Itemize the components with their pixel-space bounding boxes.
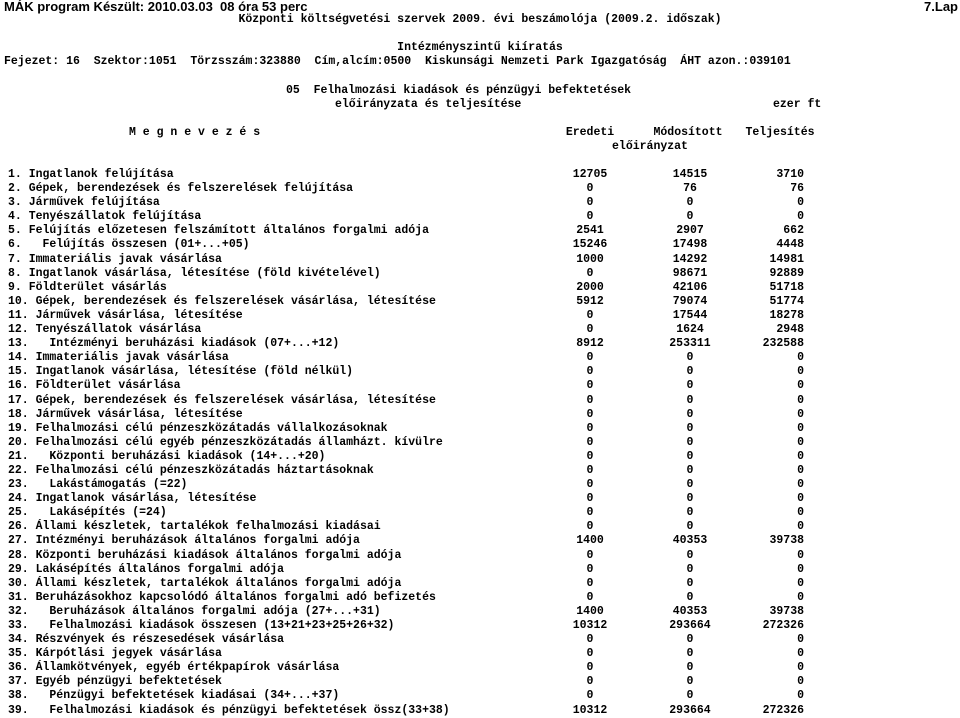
actual-value: 0 [797, 393, 804, 407]
section-subtitle: előirányzata és teljesítése [335, 98, 522, 111]
table-row [0, 506, 960, 520]
actual-value: 0 [797, 633, 804, 647]
modified-value: 0 [686, 393, 694, 407]
actual-value: 0 [797, 196, 804, 210]
table-row [0, 605, 960, 619]
actual-value: 0 [797, 407, 804, 421]
column-header-actual: Teljesítés [745, 126, 815, 139]
organization-line: Fejezet: 16 Szektor:1051 Törzsszám:323880 Cím,alcím:0500 Kiskunsági Nemzeti Park Igazgatóság ÁHT azon.:039101 [4, 55, 791, 68]
table-row [0, 647, 960, 661]
modified-value: 0 [686, 647, 694, 661]
table-row [0, 267, 960, 281]
original-value: 0 [586, 351, 594, 365]
original-value: 1400 [576, 604, 604, 618]
actual-value: 76 [790, 182, 804, 196]
original-value: 10312 [572, 703, 608, 717]
actual-value: 662 [783, 224, 804, 238]
column-header-original: Eredeti [565, 126, 615, 139]
row-label: 21. Központi beruházási kiadások (14+...+20) [8, 449, 326, 463]
actual-value: 14981 [769, 252, 804, 266]
actual-value: 0 [797, 478, 804, 492]
original-value: 0 [586, 576, 594, 590]
row-label: 2. Gépek, berendezések és felszerelések felújítása [8, 182, 354, 196]
table-row [0, 689, 960, 703]
modified-value: 253311 [669, 337, 711, 351]
table-row [0, 168, 960, 182]
row-label: 36. Államkötvények, egyéb értékpapírok vásárlása [8, 661, 340, 675]
table-row [0, 238, 960, 252]
row-label: 16. Földterület vásárlása [8, 379, 181, 393]
modified-value: 293664 [669, 703, 711, 717]
row-label: 22. Felhalmozási célú pénzeszközátadás háztartásoknak [8, 463, 374, 477]
column-header-modified: Módosított [653, 126, 723, 139]
actual-value: 0 [797, 675, 804, 689]
section-title: 05 Felhalmozási kiadások és pénzügyi befektetések [286, 84, 632, 97]
modified-value: 79074 [672, 294, 708, 308]
original-value: 0 [586, 520, 594, 534]
page-number: 7.Lap [924, 0, 958, 14]
actual-value: 0 [797, 449, 804, 463]
original-value: 0 [586, 661, 594, 675]
table-row [0, 563, 960, 577]
table-row [0, 182, 960, 196]
original-value: 0 [586, 506, 594, 520]
modified-value: 293664 [669, 619, 711, 632]
row-label: 20. Felhalmozási célú egyéb pénzeszközátadás államházt. kívülre [8, 435, 443, 449]
table-row [0, 478, 960, 492]
table-row [0, 492, 960, 506]
row-label: 38. Pénzügyi befektetések kiadásai (34+...+37) [8, 689, 340, 703]
table-row [0, 323, 960, 337]
modified-value: 0 [686, 379, 694, 393]
row-label: 31. Beruházásokhoz kapcsolódó általános forgalmi adó befizetés [8, 590, 436, 604]
original-value: 0 [586, 407, 594, 421]
modified-value: 0 [686, 689, 694, 703]
table-row [0, 408, 960, 422]
modified-value: 17544 [672, 308, 708, 322]
row-label: 34. Részvények és részesedések vásárlása [8, 633, 285, 647]
modified-value: 0 [686, 661, 694, 675]
row-label: 19. Felhalmozási célú pénzeszközátadás vállalkozásoknak [8, 421, 388, 435]
table-row [0, 675, 960, 689]
table-row [0, 309, 960, 323]
table-row [0, 337, 960, 351]
program-info: MÁK program Készült: 2010.03.03 08 óra 53 perc [4, 0, 308, 14]
row-label: 18. Járművek vásárlása, létesítése [8, 407, 243, 421]
original-value: 0 [586, 478, 594, 492]
original-value: 2000 [576, 280, 604, 294]
table-row [0, 196, 960, 210]
table-row [0, 394, 960, 408]
modified-value: 0 [686, 520, 694, 534]
row-label: 26. Állami készletek, tartalékok felhalmozási kiadásai [8, 520, 381, 534]
actual-value: 39738 [769, 604, 804, 618]
row-label: 10. Gépek, berendezések és felszerelések vásárlása, létesítése [8, 294, 436, 308]
table-row [0, 661, 960, 675]
report-title: Központi költségvetési szervek 2009. évi beszámolója (2009.2. időszak) [238, 13, 722, 26]
row-label: 25. Lakásépítés (=24) [8, 506, 167, 520]
row-label: 15. Ingatlanok vásárlása, létesítése (föld nélkül) [8, 365, 354, 379]
row-label: 6. Felújítás összesen (01+...+05) [8, 238, 250, 252]
actual-value: 0 [797, 562, 804, 576]
column-header-name: M e g n e v e z é s [129, 126, 261, 139]
original-value: 0 [586, 647, 594, 661]
modified-value: 98671 [672, 266, 708, 280]
actual-value: 18278 [769, 308, 804, 322]
actual-value: 92889 [769, 266, 804, 280]
row-label: 11. Járművek vásárlása, létesítése [8, 308, 243, 322]
original-value: 0 [586, 590, 594, 604]
row-label: 3. Járművek felújítása [8, 196, 160, 210]
data-table [0, 168, 960, 718]
row-label: 24. Ingatlanok vásárlása, létesítése [8, 492, 257, 506]
table-row [0, 281, 960, 295]
table-row [0, 534, 960, 548]
row-label: 30. Állami készletek, tartalékok általános forgalmi adója [8, 576, 402, 590]
modified-value: 42106 [672, 280, 708, 294]
table-row [0, 464, 960, 478]
modified-value: 1624 [676, 323, 704, 337]
modified-value: 2907 [676, 224, 704, 238]
actual-value: 39738 [769, 534, 804, 548]
actual-value: 0 [797, 379, 804, 393]
actual-value: 0 [797, 435, 804, 449]
original-value: 10312 [572, 619, 608, 632]
original-value: 0 [586, 689, 594, 703]
modified-value: 0 [686, 576, 694, 590]
actual-value: 272326 [762, 703, 804, 717]
row-label: 13. Intézményi beruházási kiadások (07+...+12) [8, 337, 340, 351]
original-value: 0 [586, 266, 594, 280]
original-value: 0 [586, 182, 594, 196]
modified-value: 14515 [672, 168, 708, 181]
modified-value: 0 [686, 590, 694, 604]
report-level: Intézményszintű kiíratás [397, 41, 563, 54]
original-value: 0 [586, 675, 594, 689]
original-value: 0 [586, 449, 594, 463]
table-row [0, 253, 960, 267]
modified-value: 0 [686, 492, 694, 506]
original-value: 0 [586, 492, 594, 506]
original-value: 0 [586, 463, 594, 477]
column-subheader-appropriation: előirányzat [612, 140, 688, 153]
modified-value: 0 [686, 562, 694, 576]
row-label: 9. Földterület vásárlás [8, 280, 167, 294]
modified-value: 0 [686, 548, 694, 562]
actual-value: 0 [797, 689, 804, 703]
table-row [0, 577, 960, 591]
actual-value: 0 [797, 351, 804, 365]
actual-value: 4448 [776, 238, 804, 252]
original-value: 0 [586, 379, 594, 393]
row-label: 28. Központi beruházási kiadások általános forgalmi adója [8, 548, 402, 562]
original-value: 1000 [576, 252, 604, 266]
actual-value: 0 [797, 492, 804, 506]
original-value: 12705 [572, 168, 608, 181]
original-value: 0 [586, 365, 594, 379]
original-value: 0 [586, 435, 594, 449]
table-row [0, 295, 960, 309]
actual-value: 232588 [762, 337, 804, 351]
actual-value: 0 [797, 548, 804, 562]
row-label: 4. Tenyészállatok felújítása [8, 210, 202, 224]
modified-value: 0 [686, 478, 694, 492]
row-label: 17. Gépek, berendezések és felszerelések vásárlása, létesítése [8, 393, 436, 407]
modified-value: 17498 [672, 238, 708, 252]
row-label: 1. Ingatlanok felújítása [8, 168, 174, 181]
row-label: 35. Kárpótlási jegyek vásárlása [8, 647, 222, 661]
table-row [0, 210, 960, 224]
actual-value: 0 [797, 576, 804, 590]
actual-value: 51718 [769, 280, 804, 294]
table-row [0, 591, 960, 605]
original-value: 0 [586, 393, 594, 407]
table-row [0, 549, 960, 563]
modified-value: 0 [686, 463, 694, 477]
modified-value: 76 [683, 182, 697, 196]
actual-value: 0 [797, 520, 804, 534]
modified-value: 0 [686, 435, 694, 449]
modified-value: 0 [686, 506, 694, 520]
modified-value: 0 [686, 351, 694, 365]
unit-label: ezer ft [773, 98, 822, 111]
original-value: 1400 [576, 534, 604, 548]
actual-value: 0 [797, 590, 804, 604]
table-row [0, 422, 960, 436]
modified-value: 0 [686, 633, 694, 647]
row-label: 23. Lakástámogatás (=22) [8, 478, 188, 492]
row-label: 37. Egyéb pénzügyi befektetések [8, 675, 222, 689]
row-label: 32. Beruházások általános forgalmi adója (27+...+31) [8, 604, 381, 618]
row-label: 8. Ingatlanok vásárlása, létesítése (föld kivételével) [8, 266, 381, 280]
original-value: 5912 [576, 294, 604, 308]
original-value: 0 [586, 210, 594, 224]
actual-value: 0 [797, 506, 804, 520]
modified-value: 0 [686, 407, 694, 421]
actual-value: 0 [797, 647, 804, 661]
original-value: 0 [586, 196, 594, 210]
table-row [0, 520, 960, 534]
actual-value: 0 [797, 661, 804, 675]
row-label: 39. Felhalmozási kiadások és pénzügyi befektetések össz(33+38) [8, 703, 450, 717]
row-label: 14. Immateriális javak vásárlása [8, 351, 229, 365]
actual-value: 0 [797, 421, 804, 435]
modified-value: 0 [686, 449, 694, 463]
row-label: 29. Lakásépítés általános forgalmi adója [8, 562, 285, 576]
modified-value: 0 [686, 365, 694, 379]
actual-value: 51774 [769, 294, 804, 308]
actual-value: 0 [797, 210, 804, 224]
original-value: 2541 [576, 224, 604, 238]
actual-value: 3710 [776, 168, 804, 181]
actual-value: 0 [797, 463, 804, 477]
row-label: 7. Immateriális javak vásárlása [8, 252, 222, 266]
modified-value: 0 [686, 210, 694, 224]
actual-value: 2948 [776, 323, 804, 337]
original-value: 0 [586, 323, 594, 337]
row-label: 27. Intézményi beruházások általános forgalmi adója [8, 534, 360, 548]
original-value: 15246 [572, 238, 608, 252]
table-row [0, 224, 960, 238]
modified-value: 0 [686, 675, 694, 689]
original-value: 8912 [576, 337, 604, 351]
row-label: 12. Tenyészállatok vásárlása [8, 323, 202, 337]
original-value: 0 [586, 308, 594, 322]
modified-value: 0 [686, 196, 694, 210]
original-value: 0 [586, 562, 594, 576]
table-row [0, 450, 960, 464]
table-row [0, 436, 960, 450]
actual-value: 272326 [762, 619, 804, 632]
table-row [0, 633, 960, 647]
modified-value: 40353 [672, 604, 708, 618]
table-row [0, 619, 960, 633]
row-label: 5. Felújítás előzetesen felszámított általános forgalmi adója [8, 224, 429, 238]
modified-value: 40353 [672, 534, 708, 548]
modified-value: 0 [686, 421, 694, 435]
original-value: 0 [586, 633, 594, 647]
actual-value: 0 [797, 365, 804, 379]
original-value: 0 [586, 548, 594, 562]
modified-value: 14292 [672, 252, 708, 266]
table-row [0, 365, 960, 379]
original-value: 0 [586, 421, 594, 435]
table-row [0, 379, 960, 393]
row-label: 33. Felhalmozási kiadások összesen (13+21+23+25+26+32) [8, 619, 395, 632]
table-row [0, 351, 960, 365]
